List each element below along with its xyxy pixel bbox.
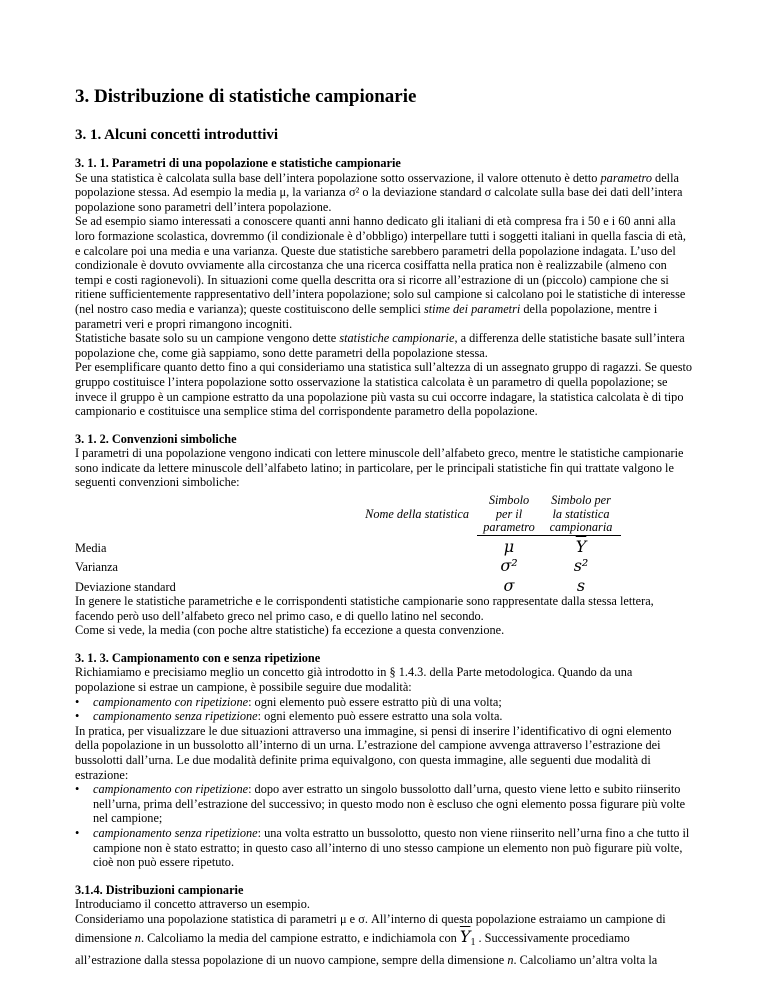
paragraph: In genere le statistiche parametriche e le corrispondenti statistiche campionarie sono rappresentate dalla stessa lettera, facendo però uso dell’alfabeto greco nel primo caso, e di quello latino nel secondo. [75, 594, 654, 623]
table-row [75, 575, 621, 595]
bullet-list [75, 782, 693, 870]
table-cell: Media [75, 540, 107, 555]
paragraph: Per esemplificare quanto detto fino a qui consideriamo una statistica sull’altezza di un assegnato gruppo di ragazzi. Se questo gruppo costituisce l’intera popolazione sotto osservazione la statistica calcolata è un parametro di quella popolazione; se invece il gruppo è un campione estratto da una popolazione più vasta su cui occorre indagare, la statistica calcolata è di tipo campionario e costituisce una semplice stima del corrispondente parametro della popolazione. [75, 360, 693, 419]
list-item: • campionamento con ripetizione: ogni elemento può essere estratto più di una volta; [75, 695, 693, 710]
chapter-title: 3. Distribuzione di statistiche campionarie [75, 86, 417, 107]
section-heading: 3. 1. Alcuni concetti introduttivi [75, 127, 279, 143]
y-bar-symbol: $\overline{Y}$ [575, 536, 587, 556]
paragraph: Come si vede, la media (con poche altre statistiche) fa eccezione a questa convenzione. [75, 623, 505, 638]
list-item: • campionamento senza ripetizione: ogni elemento può essere estratto una sola volta. [75, 709, 693, 724]
paragraph: Se una statistica è calcolata sulla base dell’intera popolazione sotto osservazione, il valore ottenuto è detto parametro della popolazione stessa. Ad esempio la media μ, la varianza σ² o la deviazione standard σ calcolate sulla base dei dati dell’intera popolazione sono parametri dell’intera popolazione. [75, 170, 683, 214]
subsection-campionamento [75, 651, 693, 870]
paragraph: Statistiche basate solo su un campione vengono dette statistiche campionarie, a differenza delle statistiche basate sull’intera popolazione che, come già sappiamo, sono dette parametri della popolazione stessa. [75, 331, 685, 360]
table-header: Simbolo [488, 493, 530, 508]
paragraph: In pratica, per visualizzare le due situazioni attraverso una immagine, si pensi di inserire l’identificativo di ogni elemento della popolazione in un bussolotto all’interno di un urna. L’estrazione del campione avvenga attraverso l’estrazione dei bussolotti dall’urna. Le due modalità definite prima equivalgono, con questa immagine, alle seguenti due modalità di estrazione: [75, 723, 672, 782]
paragraph: Introduciamo il concetto attraverso un esempio. [75, 897, 310, 912]
subsection-distribuzioni [75, 883, 693, 967]
paragraph: Consideriamo una popolazione statistica di parametri μ e σ. All’interno di questa popolazione estraiamo un campione di [75, 911, 666, 926]
sigma-symbol: σ [503, 575, 515, 595]
sigma-squared-symbol: σ² [500, 556, 518, 576]
table-header: Simbolo per [551, 493, 611, 508]
paragraph: Se ad esempio siamo interessati a conoscere quanti anni hanno dedicato gli italiani di età compresa fra i 50 e i 60 anni alla loro formazione scolastica, dovremmo (il condizionale è d’obbligo) interpellare tutti i soggetti italiani in quella fascia di età, e calcolare poi una media e una varianza. Queste due statistiche sarebbero parametri della popolazione indagata. L’uso del condizionale è dovuto ovviamente alla circostanza che una ricerca cosiffatta nella pratica non è realizzabile (almeno con tempi e costi ragionevoli). In situazioni come quella descritta ora si ricorre all’estrazione di un (piccolo) campione che si ritiene sufficientemente rappresentativo dell’intera popolazione; solo sul campione si calcolano poi le statistiche di interesse (nel nostro caso media e varianza); queste costituiscono delle semplici stime dei parametri della popolazione, mentre i parametri veri e propri rimangono incogniti. [75, 214, 686, 331]
subsection-heading: 3. 1. 1. Parametri di una popolazione e statistiche campionarie [75, 156, 401, 170]
subsection-parametri [75, 156, 693, 419]
table-header: parametro [477, 521, 541, 535]
table-header: per il [495, 506, 523, 521]
s-symbol: s [576, 575, 586, 595]
s-squared-symbol: s² [573, 556, 589, 576]
paragraph: I parametri di una popolazione vengono indicati con lettere minuscole dell’alfabeto greco, mentre le statistiche campionarie sono indicate da lettere minuscole dell’alfabeto latino; in particolare, per le principali statistiche fin qui trattate valgono le seguenti convenzioni simboliche: [75, 446, 684, 490]
mu-symbol: μ [503, 536, 515, 556]
list-item: • campionamento con ripetizione: dopo aver estratto un singolo bussolotto dall’urna, questo viene letto e subito riinserito nell’urna, prima dell’estrazione del successivo; in questo modo non è escluso che ogni elemento possa figurare più volte nel campione; [75, 782, 693, 826]
table-row [75, 555, 621, 575]
table-cell: Varianza [75, 560, 119, 575]
paragraph: Richiamiamo e precisiamo meglio un concetto già introdotto in § 1.4.3. della Parte metodologica. Quando da una popolazione si estrae un campione, è possibile seguire due modalità: [75, 665, 633, 695]
symbol-table [75, 494, 621, 594]
table-header: la statistica [552, 506, 610, 521]
subsection-heading: 3.1.4. Distribuzioni campionarie [75, 882, 244, 897]
table-header: Nome della statistica [365, 506, 469, 521]
paragraph: all’estrazione dalla stessa popolazione di un nuovo campione, sempre della dimensione n. Calcoliamo un’altra volta la [75, 952, 658, 967]
subsection-convenzioni [75, 432, 693, 638]
document-content [75, 86, 693, 967]
bullet-list [75, 695, 693, 724]
table-row [75, 535, 621, 555]
list-item: • campionamento senza ripetizione: una volta estratto un bussolotto, questo non viene riinserito nell’urna fino a che tutto il campione non è stato estratto; in questo caso all’interno di uno stesso campione un elemento non può figurare più volte, cioè non può essere ripetuto. [75, 826, 693, 870]
table-header: campionaria [541, 521, 621, 535]
paragraph: dimensione n. Calcoliamo la media del campione estratto, e indichiamola con $\overline{Y}_1$ . Successivamente procediamo [75, 926, 630, 948]
table-cell: Deviazione standard [75, 579, 176, 594]
subsection-heading: 3. 1. 3. Campionamento con e senza ripetizione [75, 650, 321, 665]
subsection-heading: 3. 1. 2. Convenzioni simboliche [75, 431, 237, 446]
y1-bar-symbol: $\overline{Y}$ [459, 926, 471, 946]
